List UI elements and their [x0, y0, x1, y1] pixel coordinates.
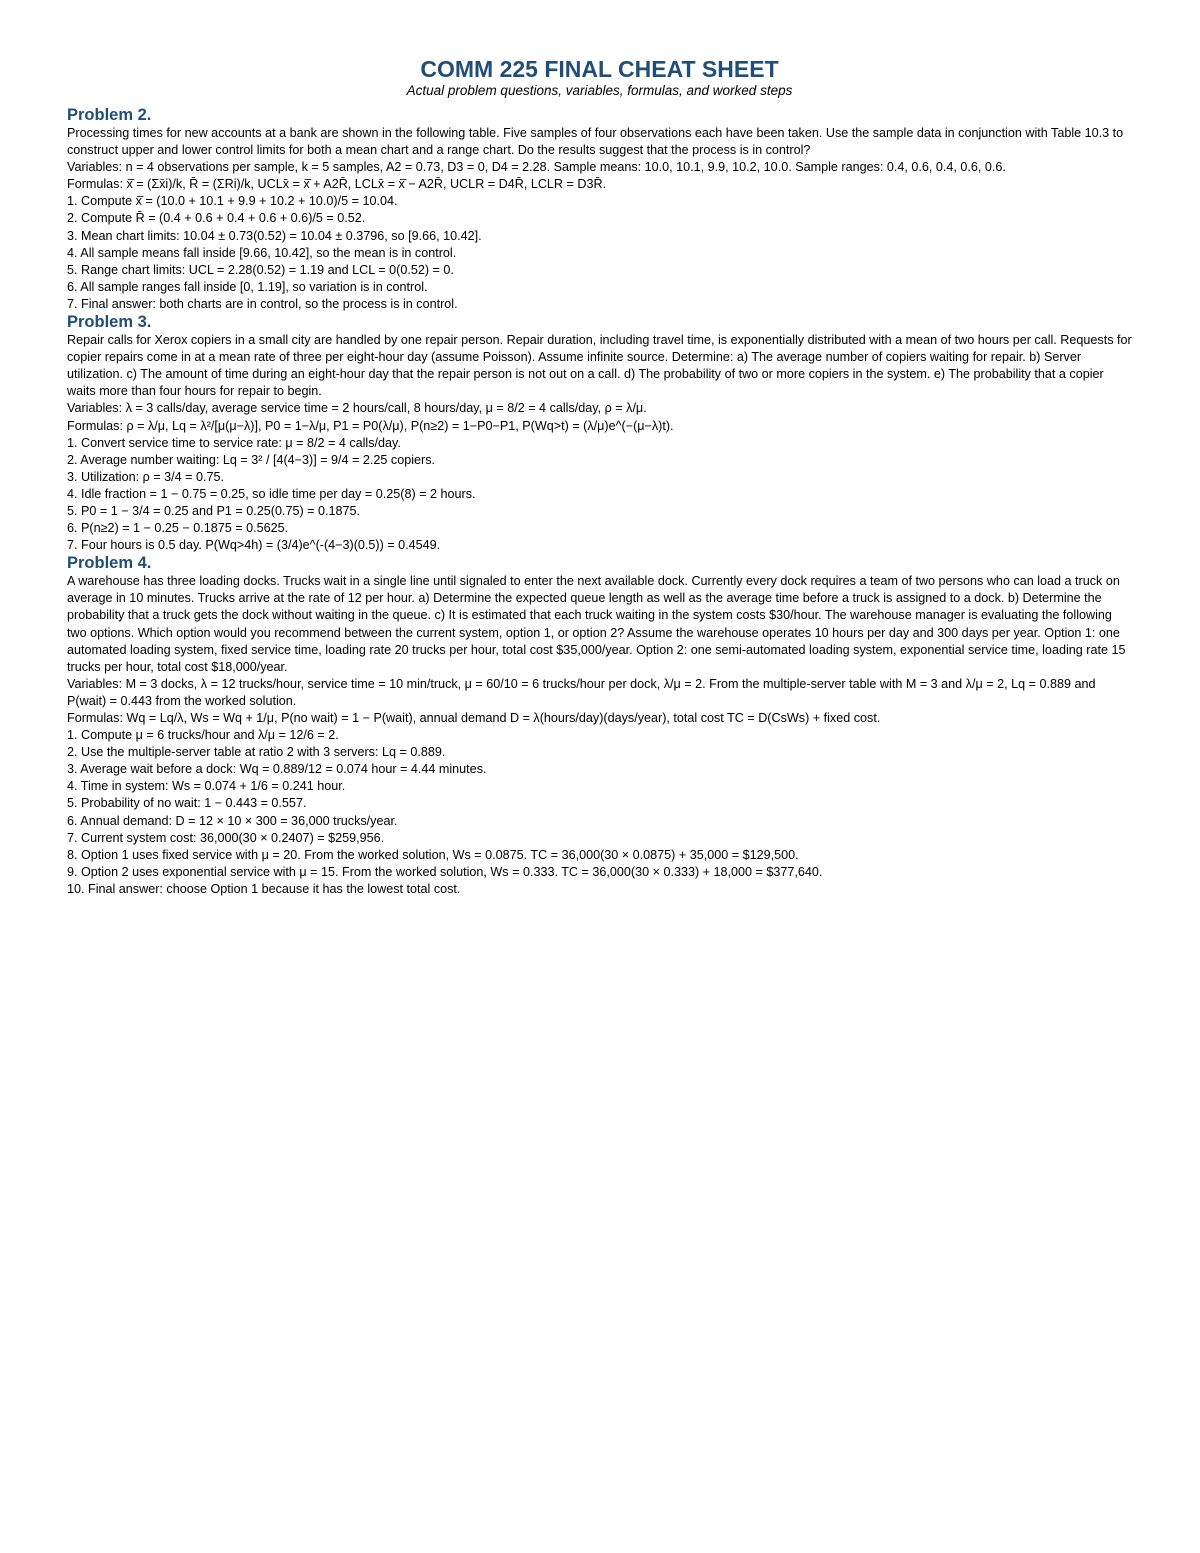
problem-step: 3. Average wait before a dock: Wq = 0.889/12 = 0.074 hour = 4.44 minutes. — [67, 762, 487, 777]
problem-formulas: Formulas: Wq = Lq/λ, Ws = Wq + 1/μ, P(no wait) = 1 − P(wait), annual demand D = λ(hours/day)(days/year), total cost TC = D(CsWs) + fixed cost. — [67, 711, 881, 725]
problem-section — [67, 554, 1132, 898]
problem-step: 2. Average number waiting: Lq = 3² / [4(4−3)] = 9/4 = 2.25 copiers. — [67, 452, 436, 467]
problem-step: 5. P0 = 1 − 3/4 = 0.25 and P1 = 0.25(0.75) = 0.1875. — [67, 503, 361, 518]
problem-section — [67, 106, 1132, 313]
document-title: COMM 225 FINAL CHEAT SHEET — [420, 56, 779, 82]
problem-step: 8. Option 1 uses fixed service with μ = 20. From the worked solution, Ws = 0.0875. TC = 36,000(30 × 0.0875) + 35,000 = $129,500. — [67, 847, 799, 862]
problem-question: Processing times for new accounts at a bank are shown in the following table. Five samples of four observations each have been taken. Use the sample data in conjunction with Table 10.3 to construct upper and lower control limits for both a mean chart and a range chart. Do the results suggest that the process is in control? — [67, 126, 1124, 158]
problem-step: 3. Utilization: ρ = 3/4 = 0.75. — [67, 469, 224, 484]
problem-step: 5. Range chart limits: UCL = 2.28(0.52) = 1.19 and LCL = 0(0.52) = 0. — [67, 262, 454, 277]
document-subtitle: Actual problem questions, variables, formulas, and worked steps — [406, 83, 793, 98]
problem-heading: Problem 2. — [67, 106, 152, 124]
problem-step: 1. Convert service time to service rate: μ = 8/2 = 4 calls/day. — [67, 435, 401, 450]
problem-heading: Problem 4. — [67, 554, 152, 573]
problem-step: 2. Compute R̄ = (0.4 + 0.6 + 0.4 + 0.6 + 0.6)/5 = 0.52. — [67, 211, 366, 226]
problem-step: 6. P(n≥2) = 1 − 0.25 − 0.1875 = 0.5625. — [67, 521, 289, 536]
problem-step: 4. Time in system: Ws = 0.074 + 1/6 = 0.241 hour. — [67, 779, 346, 794]
problem-step: 1. Compute μ = 6 trucks/hour and λ/μ = 12/6 = 2. — [67, 728, 339, 743]
problem-step: 4. All sample means fall inside [9.66, 10.42], so the mean is in control. — [67, 245, 457, 260]
problem-variables: Variables: λ = 3 calls/day, average service time = 2 hours/call, 8 hours/day, μ = 8/2 = 4 calls/day, ρ = λ/μ. — [67, 401, 647, 416]
problem-step: 1. Compute x̄̄ = (10.0 + 10.1 + 9.9 + 10.2 + 10.0)/5 = 10.04. — [67, 194, 398, 209]
problem-question: A warehouse has three loading docks. Trucks wait in a single line until signaled to enter the next available dock. Currently every dock requires a team of two persons who can load a truck on average in 10 minutes. Trucks arrive at the rate of 12 per hour. a) Determine the expected queue length as well as the average time before a truck is assigned to a dock. b) Determine the probability that a truck gets the dock without waiting in the queue. c) It is estimated that each truck waiting in the system costs $30/hour. The warehouse manager is evaluating the following two options. Which option would you recommend between the current system, option 1, or option 2? Assume the warehouse operates 10 hours per day and 300 days per year. Option 1: one automated loading system, fixed service time, loading rate 20 trucks per hour, total cost $35,000/year. Option 2: one semi-automated loading system, exponential service time, loading rate 15 trucks per hour, total cost $18,000/year. — [67, 574, 1126, 674]
problem-step: 10. Final answer: choose Option 1 because it has the lowest total cost. — [67, 881, 461, 896]
problem-step: 6. Annual demand: D = 12 × 10 × 300 = 36,000 trucks/year. — [67, 813, 398, 828]
problem-step: 7. Four hours is 0.5 day. P(Wq>4h) = (3/4)e^(-(4−3)(0.5)) = 0.4549. — [67, 538, 441, 553]
problem-step: 2. Use the multiple-server table at ratio 2 with 3 servers: Lq = 0.889. — [67, 745, 446, 760]
problem-step: 5. Probability of no wait: 1 − 0.443 = 0.557. — [67, 796, 307, 811]
problem-step: 4. Idle fraction = 1 − 0.75 = 0.25, so idle time per day = 0.25(8) = 2 hours. — [67, 486, 476, 501]
problem-step: 7. Current system cost: 36,000(30 × 0.2407) = $259,956. — [67, 830, 385, 845]
problem-variables: Variables: n = 4 observations per sample, k = 5 samples, A2 = 0.73, D3 = 0, D4 = 2.28. Sample means: 10.0, 10.1, 9.9, 10.2, 10.0. Sample ranges: 0.4, 0.6, 0.4, 0.6, 0.6. — [67, 160, 1006, 175]
problem-variables: Variables: M = 3 docks, λ = 12 trucks/hour, service time = 10 min/truck, μ = 60/10 = 6 trucks/hour per dock, λ/μ = 2. From the multiple-server table with M = 3 and λ/μ = 2, Lq = 0.889 and P(wait) = 0.443 from the worked solution. — [67, 676, 1096, 708]
document-page — [67, 56, 1132, 898]
problem-heading: Problem 3. — [67, 313, 152, 332]
problem-formulas: Formulas: x̄̄ = (Σx̄i)/k, R̄ = (ΣRi)/k, UCLx̄ = x̄̄ + A2R̄, LCLx̄ = x̄̄ − A2R̄, UCLR = D4R̄, LCLR = D3R̄. — [67, 177, 607, 192]
problem-step: 9. Option 2 uses exponential service with μ = 15. From the worked solution, Ws = 0.333. TC = 36,000(30 × 0.333) + 18,000 = $377,640. — [67, 864, 823, 879]
problem-formulas: Formulas: ρ = λ/μ, Lq = λ²/[μ(μ−λ)], P0 = 1−λ/μ, P1 = P0(λ/μ), P(n≥2) = 1−P0−P1, P(Wq>t) = (λ/μ)e^(−(μ−λ)t). — [67, 418, 674, 433]
problem-step: 3. Mean chart limits: 10.04 ± 0.73(0.52) = 10.04 ± 0.3796, so [9.66, 10.42]. — [67, 228, 482, 243]
problem-step: 7. Final answer: both charts are in control, so the process is in control. — [67, 296, 458, 311]
problem-question: Repair calls for Xerox copiers in a small city are handled by one repair person. Repair duration, including travel time, is exponentially distributed with a mean of two hours per call. Requests for copier repairs come in at a mean rate of three per eight-hour day (assume Poisson). Assume infinite source. Determine: a) The average number of copiers waiting for repair. b) Server utilization. c) The amount of time during an eight-hour day that the repair person is not out on a call. d) The probability of two or more copiers in the system. e) The probability that a copier waits more than four hours for repair to begin. — [67, 333, 1132, 399]
problem-step: 6. All sample ranges fall inside [0, 1.19], so variation is in control. — [67, 279, 428, 294]
problem-section — [67, 313, 1132, 554]
